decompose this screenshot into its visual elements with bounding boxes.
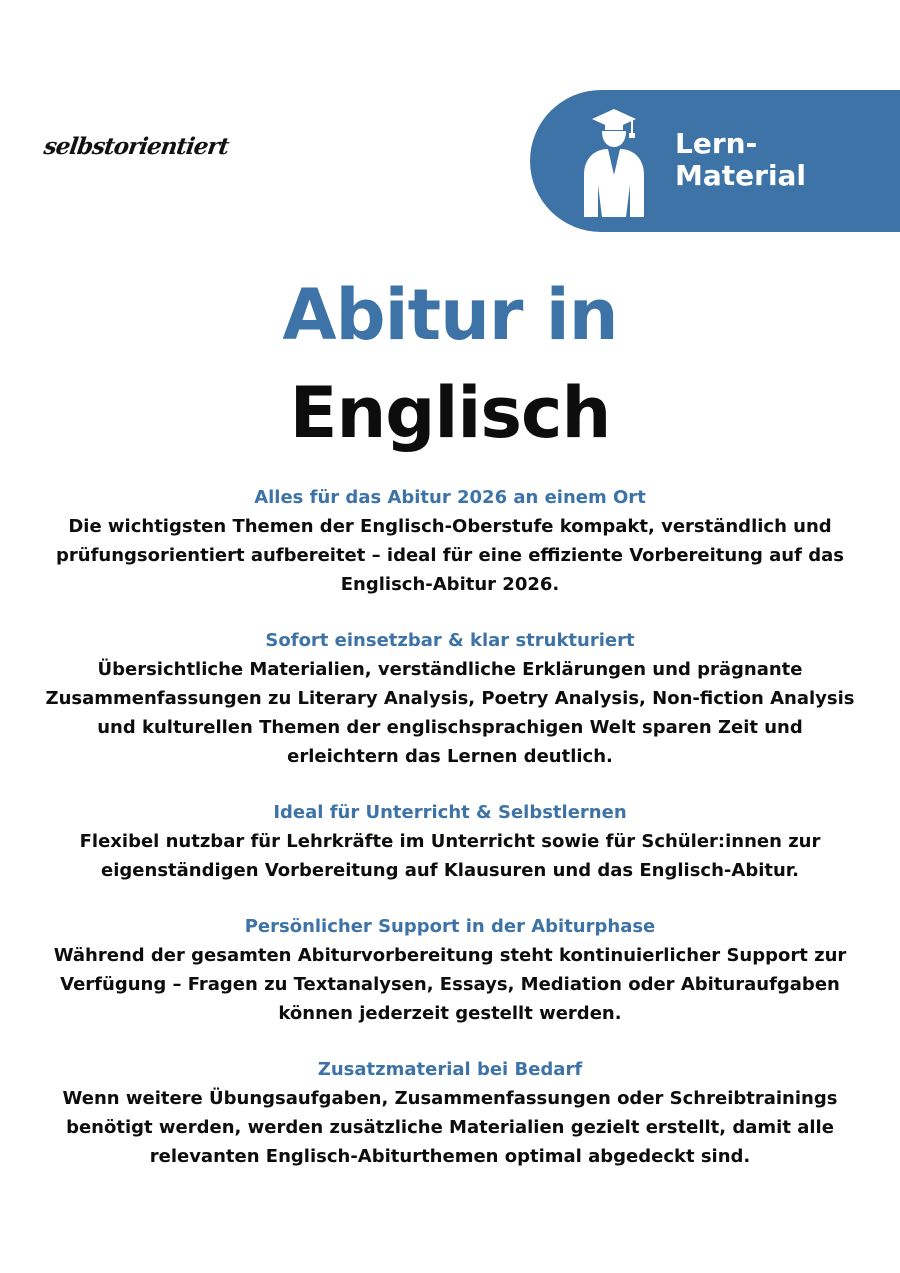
section-zusatzmaterial [40,1056,860,1171]
page-title-line-1: Abitur in [282,274,618,356]
badge-label [675,128,806,192]
section-heading: Zusatzmaterial bei Bedarf [317,1059,583,1080]
graduate-icon [578,105,650,217]
page-title-line-2: Englisch [289,372,611,454]
section-body: Während der gesamten Abiturvorbereitung steht kontinuierlicher Support zur Verfügung – Fragen zu Textanalysen, Essays, Mediation oder Abituraufgaben können jederzeit gestellt werden. [53,945,847,1024]
lern-material-badge [530,90,900,232]
section-support [40,913,860,1028]
section-body: Wenn weitere Übungsaufgaben, Zusammenfassungen oder Schreibtrainings benötigt werden, werden zusätzliche Materialien gezielt erstellt, damit alle relevanten Englisch-Abiturthemen optimal abgedeckt sind. [62,1088,838,1167]
section-abitur-2026 [40,484,860,599]
section-heading: Sofort einsetzbar & klar strukturiert [265,630,635,651]
section-unterricht-selbstlernen [40,799,860,885]
section-heading: Ideal für Unterricht & Selbstlernen [273,802,627,823]
badge-line-2: Material [675,159,807,192]
section-body: Flexibel nutzbar für Lehrkräfte im Unterricht sowie für Schüler:innen zur eigenständigen Vorbereitung auf Klausuren und das Englisch-Abitur. [79,831,821,881]
section-heading: Persönlicher Support in der Abiturphase [244,916,656,937]
badge-line-1: Lern- [675,127,758,160]
section-sofort-einsetzbar [40,627,860,771]
section-body: Übersichtliche Materialien, verständliche Erklärungen und prägnante Zusammenfassungen zu Literary Analysis, Poetry Analysis, Non-fiction Analysis und kulturellen Themen der englischsprachigen Welt sparen Zeit und erleichtern das Lernen deutlich. [45,659,855,767]
section-heading: Alles für das Abitur 2026 an einem Ort [254,487,646,508]
brand-logo: selbstorientiert [42,133,231,160]
section-body: Die wichtigsten Themen der Englisch-Oberstufe kompakt, verständlich und prüfungsorientiert aufbereitet – ideal für eine effiziente Vorbereitung auf das Englisch-Abitur 2026. [56,516,844,595]
feature-sections [40,484,860,1199]
